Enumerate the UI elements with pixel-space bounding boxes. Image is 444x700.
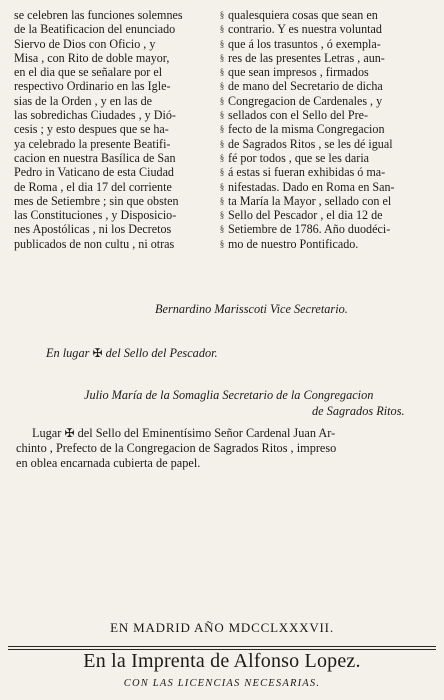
left-column-line: las sobredichas Ciudades , y Dió- bbox=[14, 108, 176, 123]
imprint-place-year: EN MADRID AÑO MDCCLXXXVII. bbox=[110, 620, 334, 635]
right-column-line: fé por todos , que se les daria bbox=[228, 150, 370, 165]
right-column bbox=[228, 8, 432, 251]
divider-ornament-icon: § bbox=[219, 10, 225, 20]
divider-ornament-icon: § bbox=[219, 181, 225, 192]
lugar-word: Lugar bbox=[32, 426, 62, 440]
left-column-line: las Constituciones , y Disposicio- bbox=[14, 208, 177, 223]
divider-ornament-icon: § bbox=[219, 195, 225, 206]
right-column-line: Setiembre de 1786. Año duodéci- bbox=[228, 222, 391, 237]
cross-icon: ✠ bbox=[64, 426, 75, 440]
left-column-line: se celebren las funciones solemnes bbox=[14, 8, 183, 22]
left-column-line: sias de la Orden , y en las de bbox=[14, 93, 153, 108]
right-column-line: de mano del Secretario de dicha bbox=[228, 79, 383, 94]
right-column-line: Congregacion de Cardenales , y bbox=[228, 93, 383, 108]
left-column-line: Misa , con Rito de doble mayor, bbox=[14, 50, 170, 65]
divider-ornament-icon: § bbox=[219, 67, 225, 78]
divider-ornament-icon: § bbox=[219, 152, 225, 163]
right-column-line: que sean impresos , firmados bbox=[228, 65, 369, 80]
right-column-line: mo de nuestro Pontificado. bbox=[228, 236, 359, 251]
divider-ornament-icon: § bbox=[219, 38, 225, 49]
left-column-line: de la Beatificacion del enunciado bbox=[14, 22, 176, 37]
left-column-line: nes Apostólicas , ni los Decretos bbox=[14, 222, 172, 237]
divider-ornament-icon: § bbox=[219, 138, 225, 149]
seal-description-text: del Sello del Eminentísimo Señor Cardenal Juan Ar- bbox=[77, 426, 336, 440]
left-column bbox=[14, 8, 214, 251]
left-column-line: cesis ; y esto despues que se ha- bbox=[14, 122, 169, 137]
right-column-line: contrario. Y es nuestra voluntad bbox=[228, 22, 382, 37]
seal-line-suffix: del Sello del Pescador. bbox=[105, 346, 218, 360]
left-column-line: de Roma , el dia 17 del corriente bbox=[14, 179, 172, 194]
right-column-line: que á los trasuntos , ó exempla- bbox=[228, 36, 381, 51]
left-column-line: cacion en nuestra Basílica de San bbox=[14, 150, 176, 165]
right-column-line: de Sagrados Ritos , se les dé igual bbox=[228, 136, 393, 151]
seal-description-line-1 bbox=[16, 426, 432, 441]
divider-ornament-icon: § bbox=[219, 81, 225, 92]
divider-ornament-icon: § bbox=[219, 110, 225, 121]
column-divider-ornament bbox=[217, 8, 227, 270]
divider-ornament-icon: § bbox=[219, 167, 225, 178]
cross-icon: ✠ bbox=[92, 346, 103, 360]
left-column-line: publicados de non cultu , ni otras bbox=[14, 236, 175, 251]
seal-line-prefix: En lugar bbox=[46, 346, 90, 360]
divider-ornament-icon: § bbox=[219, 124, 225, 135]
seal-line bbox=[46, 346, 218, 361]
right-column-line: nifestadas. Dado en Roma en San- bbox=[228, 179, 395, 194]
divider-ornament-icon: § bbox=[219, 238, 225, 249]
right-column-line: á estas si fueran exhibidas ó ma- bbox=[228, 165, 386, 180]
divider-ornament-icon: § bbox=[219, 224, 225, 235]
imprint-licenses: CON LAS LICENCIAS NECESARIAS. bbox=[123, 678, 321, 689]
secretario-signature bbox=[84, 388, 405, 419]
secretario-line-2: de Sagrados Ritos. bbox=[312, 403, 405, 418]
left-column-line: Siervo de Dios con Oficio , y bbox=[14, 36, 156, 51]
right-column-line: Sello del Pescador , el dia 12 de bbox=[228, 208, 383, 223]
right-column-line: ta María la Mayor , sellado con el bbox=[228, 193, 392, 208]
two-column-text bbox=[14, 8, 434, 270]
divider-ornament-icon: § bbox=[219, 210, 225, 221]
left-column-line: Pedro in Vaticano de esta Ciudad bbox=[14, 165, 174, 180]
left-column-line: mes de Setiembre ; sin que obsten bbox=[14, 193, 179, 208]
divider-ornament-icon: § bbox=[219, 52, 225, 63]
right-column-line: sellados con el Sello del Pre- bbox=[228, 108, 369, 123]
divider-ornament-icon: § bbox=[219, 24, 225, 35]
divider-ornament-icon: § bbox=[219, 95, 225, 106]
left-column-line: ya celebrado la presente Beatifi- bbox=[14, 136, 171, 151]
secretario-line-1: Julio María de la Somaglia Secretario de la Congregacion bbox=[84, 388, 374, 402]
seal-description-line-2: chinto , Prefecto de la Congregacion de Sagrados Ritos , impreso bbox=[16, 441, 337, 456]
right-column-line: fecto de la misma Congregacion bbox=[228, 122, 385, 137]
vice-secretario-signature: Bernardino Marisscoti Vice Secretario. bbox=[155, 302, 348, 316]
left-column-line: respectivo Ordinario en las Igle- bbox=[14, 79, 171, 94]
imprint-rule bbox=[8, 646, 436, 647]
left-column-line: en el dia que se señalare por el bbox=[14, 65, 163, 80]
right-column-line: res de las presentes Letras , aun- bbox=[228, 50, 385, 65]
right-column-line: qualesquiera cosas que sean en bbox=[228, 8, 378, 22]
seal-description-line-3: en oblea encarnada cubierta de papel. bbox=[16, 456, 201, 471]
seal-description bbox=[16, 426, 432, 472]
imprint-printer: En la Imprenta de Alfonso Lopez. bbox=[83, 650, 361, 672]
